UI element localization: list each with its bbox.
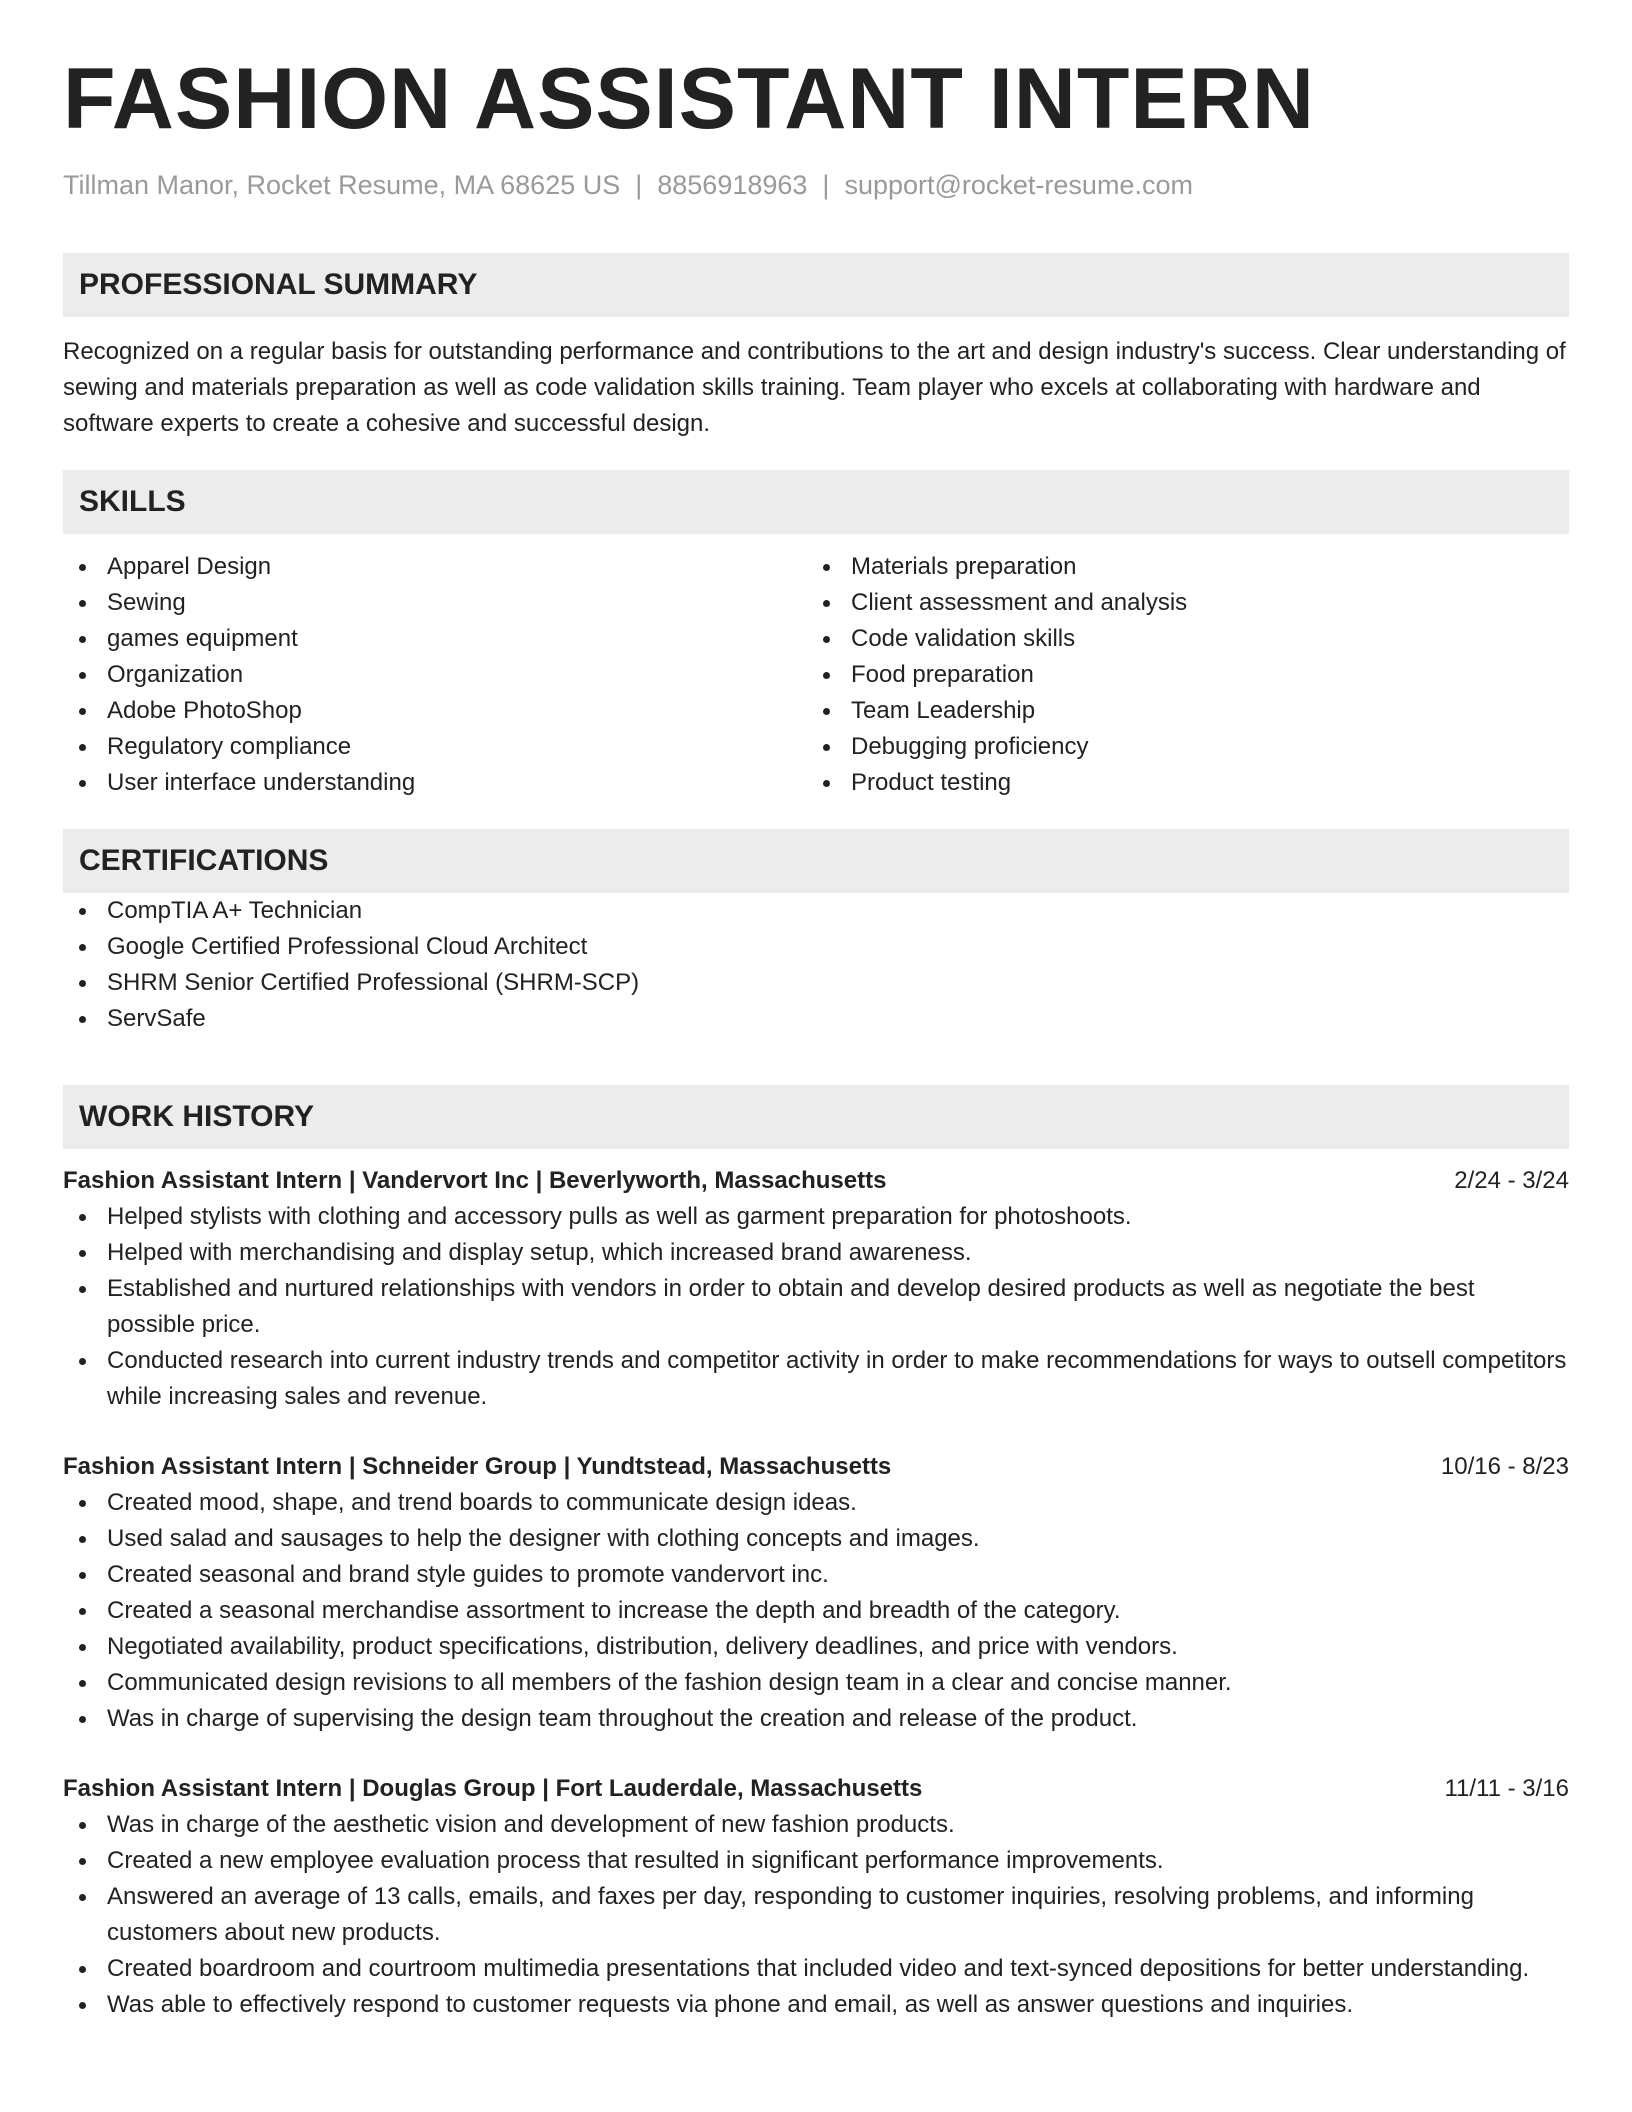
job-title: Fashion Assistant Intern | Schneider Group | Yundtstead, Massachusetts <box>63 1453 892 1480</box>
summary-text: Recognized on a regular basis for outstanding performance and contributions to the art and design industry's success. Clear understanding of sewing and materials preparation as well as code validation skills training. Team player who excels at collaborating with hardware and software experts to create a cohesive and successful design. <box>63 338 1566 437</box>
job-entry <box>63 1163 1569 1415</box>
skill-item: Food preparation <box>816 657 1569 693</box>
skill-item: Organization <box>63 657 816 693</box>
skills-list-right <box>816 549 1569 801</box>
skill-item: User interface understanding <box>63 765 816 801</box>
skills-column-left <box>63 549 816 801</box>
certification-item: CompTIA A+ Technician <box>63 893 1569 929</box>
skills-column-right <box>816 549 1569 801</box>
skill-item: games equipment <box>63 621 816 657</box>
contact-separator: | <box>822 170 830 200</box>
job-bullet: Was in charge of the aesthetic vision and development of new fashion products. <box>63 1807 1569 1843</box>
job-bullet: Was in charge of supervising the design team throughout the creation and release of the product. <box>63 1701 1569 1737</box>
certification-item: ServSafe <box>63 1001 1569 1037</box>
contact-phone: 8856918963 <box>657 170 808 200</box>
job-bullet: Communicated design revisions to all members of the fashion design team in a clear and concise manner. <box>63 1665 1569 1701</box>
job-bullet: Created mood, shape, and trend boards to communicate design ideas. <box>63 1485 1569 1521</box>
work-history-heading: WORK HISTORY <box>63 1085 1569 1149</box>
job-dates: 11/11 - 3/16 <box>1444 1775 1569 1802</box>
certifications-heading: CERTIFICATIONS <box>63 829 1569 893</box>
certification-item: Google Certified Professional Cloud Architect <box>63 929 1569 965</box>
skill-item: Regulatory compliance <box>63 729 816 765</box>
job-bullets <box>63 1807 1569 2023</box>
job-entry <box>63 1449 1569 1737</box>
job-bullet: Was able to effectively respond to customer requests via phone and email, as well as answer questions and inquiries. <box>63 1987 1569 2023</box>
skill-item: Product testing <box>816 765 1569 801</box>
job-entry <box>63 1771 1569 2023</box>
skill-item: Adobe PhotoShop <box>63 693 816 729</box>
job-bullet: Created a new employee evaluation process that resulted in significant performance improvements. <box>63 1843 1569 1879</box>
skill-item: Materials preparation <box>816 549 1569 585</box>
certification-item: SHRM Senior Certified Professional (SHRM-SCP) <box>63 965 1569 1001</box>
certifications-list <box>63 893 1569 1037</box>
contact-email: support@rocket-resume.com <box>844 170 1193 200</box>
contact-address: Tillman Manor, Rocket Resume, MA 68625 US <box>63 170 621 200</box>
job-header <box>63 1771 1569 1807</box>
job-bullet: Established and nurtured relationships with vendors in order to obtain and develop desired products as well as negotiate the best possible price. <box>63 1271 1569 1343</box>
job-bullet: Conducted research into current industry trends and competitor activity in order to make recommendations for ways to outsell competitors while increasing sales and revenue. <box>63 1343 1569 1415</box>
skill-item: Client assessment and analysis <box>816 585 1569 621</box>
job-dates: 2/24 - 3/24 <box>1454 1167 1569 1194</box>
job-title: Fashion Assistant Intern | Vandervort Inc | Beverlyworth, Massachusetts <box>63 1167 887 1194</box>
summary-heading: PROFESSIONAL SUMMARY <box>63 253 1569 317</box>
resume-title: FASHION ASSISTANT INTERN <box>63 51 1315 147</box>
contact-line <box>63 170 1569 201</box>
skill-item: Code validation skills <box>816 621 1569 657</box>
job-bullet: Helped with merchandising and display setup, which increased brand awareness. <box>63 1235 1569 1271</box>
skill-item: Sewing <box>63 585 816 621</box>
job-bullets <box>63 1485 1569 1737</box>
job-bullet: Helped stylists with clothing and accessory pulls as well as garment preparation for photoshoots. <box>63 1199 1569 1235</box>
job-header <box>63 1163 1569 1199</box>
skill-item: Apparel Design <box>63 549 816 585</box>
job-bullet: Created boardroom and courtroom multimedia presentations that included video and text-synced depositions for better understanding. <box>63 1951 1569 1987</box>
job-dates: 10/16 - 8/23 <box>1440 1453 1569 1480</box>
contact-separator: | <box>635 170 643 200</box>
skill-item: Team Leadership <box>816 693 1569 729</box>
job-bullet: Answered an average of 13 calls, emails, and faxes per day, responding to customer inquiries, resolving problems, and informing customers about new products. <box>63 1879 1569 1951</box>
skills-grid <box>63 549 1569 801</box>
skill-item: Debugging proficiency <box>816 729 1569 765</box>
job-bullet: Created seasonal and brand style guides to promote vandervort inc. <box>63 1557 1569 1593</box>
job-header <box>63 1449 1569 1485</box>
job-bullets <box>63 1199 1569 1415</box>
skills-heading: SKILLS <box>63 470 1569 534</box>
job-bullet: Created a seasonal merchandise assortment to increase the depth and breadth of the category. <box>63 1593 1569 1629</box>
job-bullet: Used salad and sausages to help the designer with clothing concepts and images. <box>63 1521 1569 1557</box>
job-bullet: Negotiated availability, product specifications, distribution, delivery deadlines, and price with vendors. <box>63 1629 1569 1665</box>
skills-list-left <box>63 549 816 801</box>
job-title: Fashion Assistant Intern | Douglas Group | Fort Lauderdale, Massachusetts <box>63 1775 923 1802</box>
